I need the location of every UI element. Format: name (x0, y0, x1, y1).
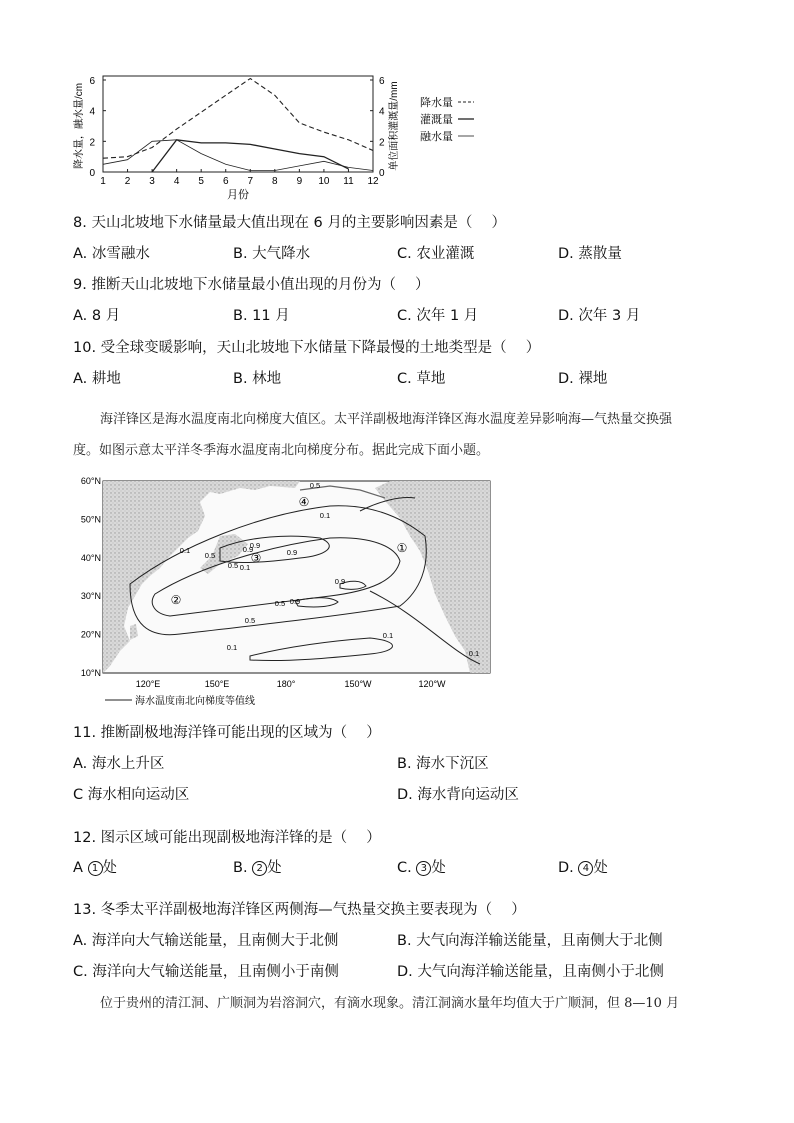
chart-axes (72, 76, 400, 201)
q11-option-a[interactable]: A. 海水上升区 (73, 756, 165, 772)
q12-option-c[interactable] (397, 859, 446, 877)
q13-option-c[interactable]: C. 海洋向大气输送能量，且南侧小于南侧 (73, 964, 339, 980)
contour-label: 0.9 (289, 597, 301, 606)
q11-option-b[interactable]: B. 海水下沉区 (397, 756, 489, 772)
q8-option-b[interactable]: B. 大气降水 (233, 246, 311, 262)
contour-label: 0.1 (226, 643, 238, 652)
x-tick-label: 5 (198, 176, 204, 187)
x-tick-label: 4 (173, 176, 180, 187)
contour-label: 0.1 (179, 546, 191, 555)
y-right-tick-label: 0 (379, 168, 385, 179)
contour-label: 0.1 (239, 563, 251, 572)
question-13: 13. 冬季太平洋副极地海洋锋区两侧海—气热量交换主要表现为（ ） (73, 902, 526, 918)
contour-label: 0.1 (468, 649, 480, 658)
legend-label-3: 融水量 (420, 131, 453, 143)
q13-option-b[interactable]: B. 大气向海洋输送能量，且南侧大于北侧 (397, 933, 663, 949)
q12-d-suffix: 处 (593, 860, 608, 876)
lon-label: 180° (276, 679, 296, 689)
map-legend-label: 海水温度南北向梯度等值线 (135, 696, 255, 707)
question-11: 11. 推断副极地海洋锋可能出现的区域为（ ） (73, 725, 381, 741)
contour-label: 0.9 (286, 548, 298, 557)
y-left-tick-label: 0 (89, 168, 95, 179)
contour-label: 0.1 (319, 511, 331, 520)
y-left-axis-label: 降水量，融水量/cm (74, 82, 85, 170)
q10-option-d[interactable]: D. 裸地 (558, 371, 608, 387)
contour-label: 0.5 (309, 481, 321, 490)
series-line-1 (103, 79, 373, 159)
q8-option-d[interactable]: D. 蒸散量 (558, 246, 622, 262)
lat-label: 50°N (80, 514, 101, 525)
q9-option-c[interactable]: C. 次年 1 月 (397, 308, 479, 324)
contour-label: 0.5 (227, 561, 239, 570)
lon-label: 120°E (135, 679, 161, 689)
lat-label: 20°N (80, 629, 101, 640)
q12-c-letter: C. (397, 860, 412, 876)
q10-option-b[interactable]: B. 林地 (233, 371, 282, 387)
marker-3-glyph: 3 (416, 861, 431, 876)
y-right-tick-label: 6 (379, 76, 385, 87)
contour-label: 0.5 (204, 551, 216, 560)
q12-c-suffix: 处 (431, 860, 446, 876)
q8-option-a[interactable]: A. 冰雪融水 (73, 246, 150, 262)
x-tick-label: 2 (124, 176, 131, 187)
x-tick-label: 9 (296, 176, 303, 187)
contour-label: 0.9 (242, 545, 254, 554)
q9-option-b[interactable]: B. 11 月 (233, 308, 290, 324)
lat-label: 60°N (80, 476, 101, 486)
x-tick-label: 12 (367, 176, 379, 187)
ocean-gradient-map (70, 476, 500, 708)
x-axis-label: 月份 (227, 189, 249, 201)
q12-b-letter: B. (233, 860, 248, 876)
lat-label: 10°N (80, 668, 101, 678)
lat-label: 40°N (80, 552, 101, 563)
question-9: 9. 推断天山北坡地下水储量最小值出现的月份为（ ） (73, 277, 430, 293)
q12-d-letter: D. (558, 860, 574, 876)
q12-a-letter: A (73, 860, 83, 876)
y-right-tick-label: 2 (379, 137, 385, 149)
x-tick-label: 3 (149, 176, 155, 187)
q8-option-c[interactable]: C. 农业灌溉 (397, 246, 475, 262)
site-marker-1: ① (396, 541, 408, 555)
q12-option-a[interactable] (73, 859, 117, 877)
contour-label: 0.5 (274, 599, 286, 608)
chart-series (103, 79, 373, 173)
q10-option-c[interactable]: C. 草地 (397, 371, 446, 387)
lon-label: 150°W (344, 679, 372, 689)
x-tick-label: 10 (318, 176, 330, 187)
marker-1-glyph: 1 (88, 861, 103, 876)
hydrology-chart (70, 62, 490, 202)
question-10: 10. 受全球变暖影响，天山北坡地下水储量下降最慢的土地类型是（ ） (73, 340, 541, 356)
passage-3-line-1: 位于贵州的清江洞、广顺洞为岩溶洞穴，有滴水现象。清江洞滴水量年均值大于广顺洞，但 8—10 月 (100, 996, 680, 1011)
q12-option-d[interactable] (558, 859, 608, 877)
q13-option-a[interactable]: A. 海洋向大气输送能量，且南侧大于北侧 (73, 933, 339, 949)
q12-option-b[interactable] (233, 859, 282, 877)
y-left-tick-label: 6 (89, 76, 95, 87)
question-8: 8. 天山北坡地下水储量最大值出现在 6 月的主要影响因素是（ ） (73, 215, 506, 231)
chart-legend (420, 95, 474, 143)
q13-option-d[interactable]: D. 大气向海洋输送能量，且南侧小于北侧 (397, 964, 664, 980)
x-tick-label: 6 (222, 176, 229, 187)
series-line-3 (103, 140, 373, 171)
passage-2-line-2: 度。如图示意太平洋冬季海水温度南北向梯度分布。据此完成下面小题。 (73, 443, 490, 458)
site-marker-3: ③ (250, 551, 262, 565)
q12-b-suffix: 处 (267, 860, 282, 876)
series-line-2 (152, 140, 348, 172)
contour-label: 0.1 (382, 631, 394, 640)
q9-option-a[interactable]: A. 8 月 (73, 308, 121, 324)
y-right-axis-label: 单位面积灌溉量/mm (389, 81, 400, 171)
marker-2-glyph: 2 (252, 861, 267, 876)
y-left-tick-label: 4 (89, 106, 95, 118)
passage-2-line-1: 海洋锋区是海水温度南北向梯度大值区。太平洋副极地海洋锋区海水温度差异影响海—气热量交换强 (100, 412, 673, 427)
contour-label: 0.9 (334, 577, 346, 586)
lon-label: 120°W (418, 679, 446, 689)
q10-option-a[interactable]: A. 耕地 (73, 371, 121, 387)
question-12: 12. 图示区域可能出现副极地海洋锋的是（ ） (73, 830, 381, 846)
marker-4-glyph: 4 (578, 861, 593, 876)
q9-option-d[interactable]: D. 次年 3 月 (558, 308, 641, 324)
x-tick-label: 7 (247, 176, 254, 187)
x-tick-label: 1 (100, 176, 106, 187)
contour-label: 0.9 (249, 541, 261, 550)
site-marker-4: ④ (298, 495, 310, 509)
lon-label: 150°E (204, 679, 230, 689)
site-marker-2: ② (170, 593, 182, 607)
x-tick-label: 8 (272, 176, 278, 187)
y-right-tick-label: 4 (379, 106, 385, 118)
y-left-tick-label: 2 (89, 137, 95, 149)
x-tick-label: 11 (343, 176, 354, 187)
legend-label-2: 灌溉量 (420, 114, 453, 126)
lat-label: 30°N (80, 591, 101, 602)
q12-a-suffix: 处 (102, 860, 118, 876)
q11-option-d[interactable]: D. 海水背向运动区 (397, 787, 519, 803)
chart-plot-frame (103, 76, 373, 172)
legend-label-1: 降水量 (420, 97, 453, 109)
q11-option-c[interactable]: C 海水相向运动区 (73, 787, 190, 803)
contour-label: 0.5 (244, 616, 256, 625)
